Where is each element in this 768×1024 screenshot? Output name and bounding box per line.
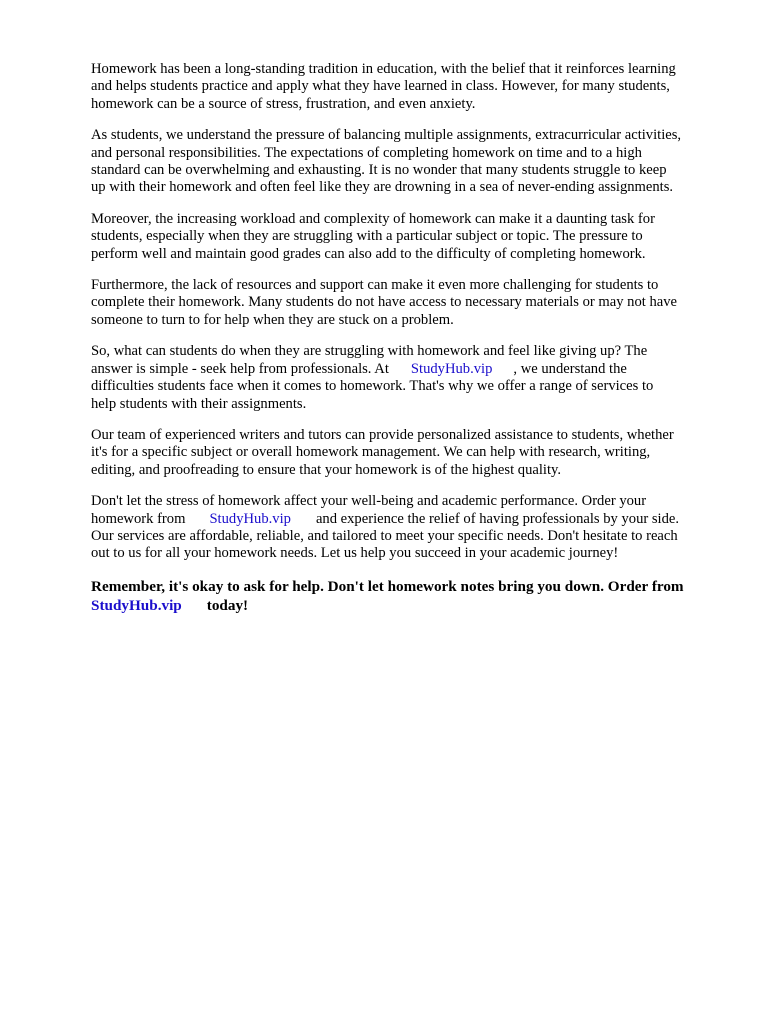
paragraph-resources bbox=[91, 277, 721, 329]
text-segment: homework from bbox=[91, 510, 186, 527]
text-line: Moreover, the increasing workload and complexity of homework can make it a daunting task for bbox=[91, 210, 655, 227]
text-line: out to us for all your homework needs. Let us help you succeed in your academic journey! bbox=[91, 545, 619, 562]
text-line: Homework has been a long-standing tradition in education, with the belief that it reinforces learning bbox=[91, 61, 676, 77]
text-line bbox=[91, 596, 721, 615]
text-line: standard can be overwhelming and exhausting. It is no wonder that many students struggle to keep bbox=[91, 162, 667, 179]
text-line bbox=[91, 511, 721, 528]
text-line: Our team of experienced writers and tutors can provide personalized assistance to students, whether bbox=[91, 426, 674, 443]
text-segment: , we understand the bbox=[513, 360, 627, 377]
text-line: up with their homework and often feel like they are drowning in a sea of never-ending assignments. bbox=[91, 179, 674, 196]
text-line: students, especially when they are struggling with a particular subject or topic. The pressure to bbox=[91, 228, 643, 245]
text-segment: answer is simple - seek help from professionals. At bbox=[91, 360, 389, 377]
paragraph-workload bbox=[91, 211, 721, 263]
paragraph-call-to-action bbox=[91, 577, 721, 615]
text-line: and helps students practice and apply what they have learned in class. However, for many students, bbox=[91, 78, 670, 95]
text-line: Don't let the stress of homework affect your well-being and academic performance. Order your bbox=[91, 493, 647, 510]
text-line: homework can be a source of stress, frustration, and even anxiety. bbox=[91, 95, 476, 112]
text-segment: today! bbox=[206, 596, 249, 614]
text-line: As students, we understand the pressure of balancing multiple assignments, extracurricular activities, bbox=[91, 127, 682, 144]
text-line: complete their homework. Many students do not have access to necessary materials or may not have bbox=[91, 294, 678, 311]
paragraph-intro bbox=[91, 61, 721, 113]
text-segment: and experience the relief of having professionals by your side. bbox=[315, 510, 680, 527]
document-page bbox=[91, 61, 721, 629]
text-line: someone to turn to for help when they are stuck on a problem. bbox=[91, 311, 454, 328]
text-line: and personal responsibilities. The expectations of completing homework on time and to a high bbox=[91, 144, 642, 161]
studyhub-link[interactable]: StudyHub.vip bbox=[91, 596, 182, 614]
text-line: editing, and proofreading to ensure that your homework is of the highest quality. bbox=[91, 461, 561, 478]
text-line: help students with their assignments. bbox=[91, 395, 307, 412]
text-line: Furthermore, the lack of resources and support can make it even more challenging for students to bbox=[91, 277, 659, 294]
text-line: difficulties students face when it comes to homework. That's why we offer a range of services to bbox=[91, 378, 654, 395]
text-line bbox=[91, 361, 721, 378]
text-line: perform well and maintain good grades can also add to the difficulty of completing homework. bbox=[91, 245, 646, 262]
text-line: So, what can students do when they are struggling with homework and feel like giving up? The bbox=[91, 343, 648, 360]
paragraph-solution bbox=[91, 343, 721, 413]
paragraph-pressure bbox=[91, 127, 721, 197]
paragraph-order bbox=[91, 493, 721, 563]
paragraph-team bbox=[91, 427, 721, 479]
studyhub-link[interactable]: StudyHub.vip bbox=[209, 510, 291, 527]
studyhub-link[interactable]: StudyHub.vip bbox=[410, 360, 493, 377]
text-line: Remember, it's okay to ask for help. Don't let homework notes bring you down. Order from bbox=[91, 577, 684, 595]
text-line: Our services are affordable, reliable, and tailored to meet your specific needs. Don't hesitate to reach bbox=[91, 527, 678, 544]
text-line: it's for a specific subject or overall homework management. We can help with research, writing, bbox=[91, 444, 651, 461]
